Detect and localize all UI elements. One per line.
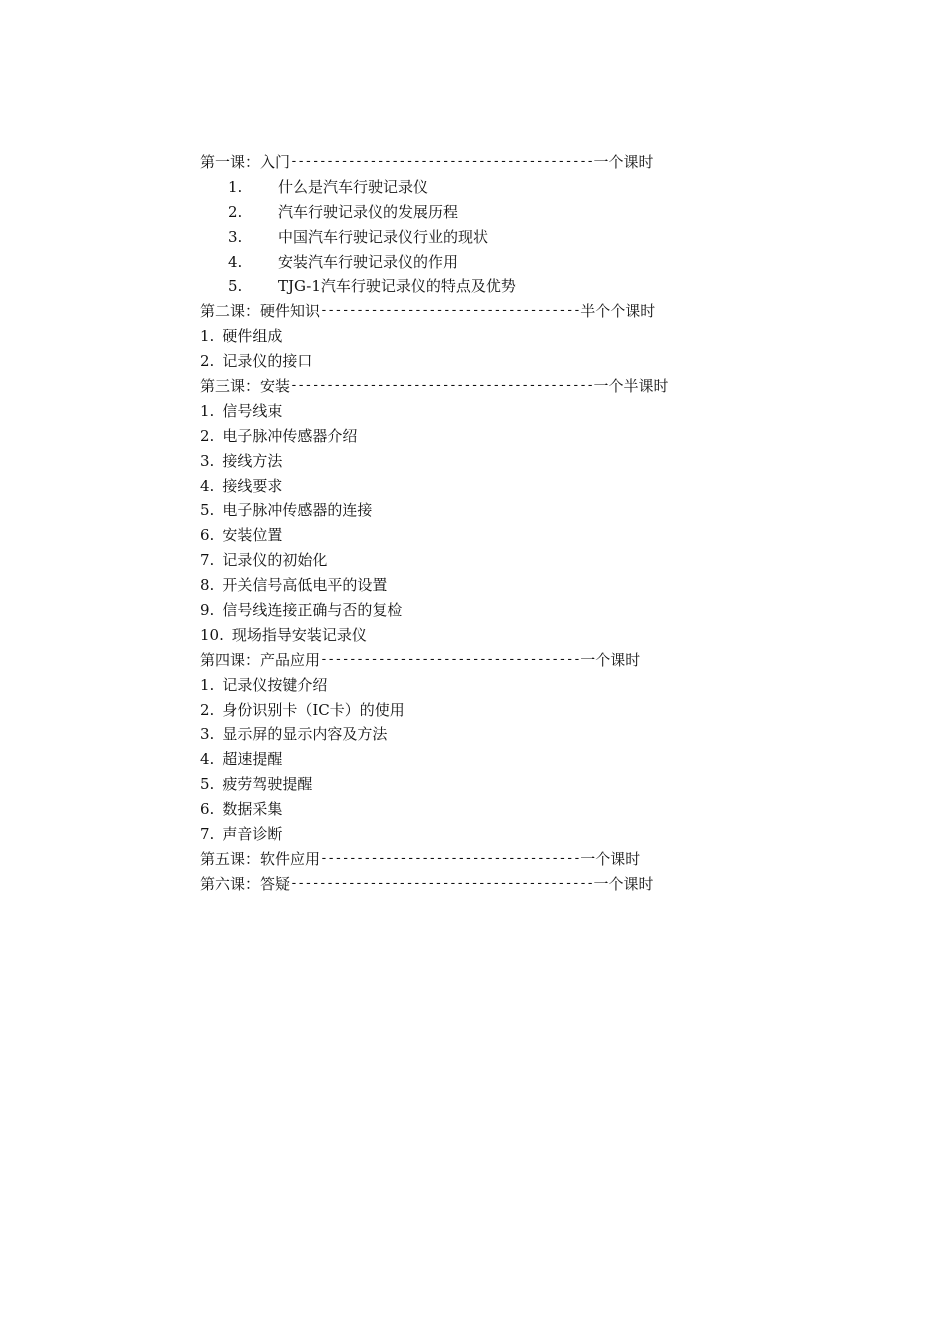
lesson-heading xyxy=(200,150,760,175)
list-item xyxy=(200,498,760,523)
lesson-title: 第五课：软件应用 xyxy=(200,849,321,868)
item-text: 记录仪按键介绍 xyxy=(222,675,328,694)
lesson-hours: 一个课时 xyxy=(593,874,654,893)
item-number: 3. xyxy=(200,451,215,470)
item-text: 身份识别卡（IC卡）的使用 xyxy=(222,700,405,719)
item-text: 中国汽车行驶记录仪行业的现状 xyxy=(278,227,489,246)
item-number: 5. xyxy=(200,501,215,520)
item-text: 安装位置 xyxy=(222,526,283,545)
item-number: 4. xyxy=(228,252,243,271)
list-item xyxy=(200,225,760,250)
lesson-hours: 一个课时 xyxy=(580,849,641,868)
leader-dashes: ------------------------------------------ xyxy=(290,154,594,169)
item-number: 9. xyxy=(200,601,215,620)
item-text: 信号线连接正确与否的复检 xyxy=(222,601,403,620)
item-text: TJG-1汽车行驶记录仪的特点及优势 xyxy=(278,277,516,296)
course-outline xyxy=(200,150,760,897)
list-item xyxy=(200,175,760,200)
list-item xyxy=(200,399,760,424)
list-item xyxy=(200,424,760,449)
item-number: 7. xyxy=(200,825,215,844)
list-item xyxy=(200,573,760,598)
item-number: 4. xyxy=(200,750,215,769)
item-number: 5. xyxy=(200,775,215,794)
item-number: 2. xyxy=(200,352,215,371)
leader-dashes: ------------------------------------ xyxy=(320,303,581,319)
list-item xyxy=(200,274,760,299)
list-item xyxy=(200,250,760,275)
list-item xyxy=(200,698,760,723)
lesson-heading xyxy=(200,872,760,897)
lesson-title: 第四课：产品应用 xyxy=(200,650,321,669)
lesson-heading xyxy=(200,847,760,872)
item-text: 信号线束 xyxy=(222,401,283,420)
lesson-heading xyxy=(200,299,760,324)
item-text: 什么是汽车行驶记录仪 xyxy=(278,177,429,196)
item-text: 开关信号高低电平的设置 xyxy=(222,576,388,595)
lesson-title: 第三课：安装 xyxy=(200,377,291,396)
item-number: 4. xyxy=(200,476,215,495)
item-text: 记录仪的初始化 xyxy=(222,551,328,570)
item-number: 2. xyxy=(228,202,243,221)
list-item xyxy=(200,200,760,225)
item-number: 1. xyxy=(228,177,243,196)
list-item xyxy=(200,474,760,499)
item-number: 10. xyxy=(200,625,224,644)
list-item xyxy=(200,722,760,747)
item-text: 数据采集 xyxy=(222,800,283,819)
item-text: 接线要求 xyxy=(222,476,283,495)
lesson-title: 第一课：入门 xyxy=(200,153,291,171)
list-item xyxy=(200,772,760,797)
lesson-title: 第六课：答疑 xyxy=(200,874,291,893)
list-item xyxy=(200,548,760,573)
list-item xyxy=(200,349,760,374)
item-text: 电子脉冲传感器介绍 xyxy=(222,426,358,445)
lesson-heading xyxy=(200,648,760,673)
list-item xyxy=(200,673,760,698)
item-number: 6. xyxy=(200,526,215,545)
lesson-hours: 一个课时 xyxy=(593,153,654,171)
list-item xyxy=(200,623,760,648)
item-number: 5. xyxy=(228,277,243,296)
leader-dashes: ------------------------------------------ xyxy=(290,875,594,891)
lesson-hours: 半个个课时 xyxy=(580,302,656,321)
list-item xyxy=(200,449,760,474)
list-item xyxy=(200,523,760,548)
list-item xyxy=(200,797,760,822)
item-number: 2. xyxy=(200,426,215,445)
item-text: 显示屏的显示内容及方法 xyxy=(222,725,388,744)
leader-dashes: ------------------------------------------ xyxy=(290,378,594,394)
item-number: 7. xyxy=(200,551,215,570)
leader-dashes: ------------------------------------ xyxy=(320,651,581,667)
item-text: 硬件组成 xyxy=(222,327,283,346)
leader-dashes: ------------------------------------ xyxy=(320,850,581,866)
lesson-hours: 一个半课时 xyxy=(593,377,669,396)
lesson-hours: 一个课时 xyxy=(580,650,641,669)
item-number: 8. xyxy=(200,576,215,595)
item-number: 1. xyxy=(200,401,215,420)
list-item xyxy=(200,324,760,349)
item-text: 安装汽车行驶记录仪的作用 xyxy=(278,252,459,271)
lesson-heading xyxy=(200,374,760,399)
item-number: 3. xyxy=(228,227,243,246)
item-text: 现场指导安装记录仪 xyxy=(231,625,367,644)
item-text: 声音诊断 xyxy=(222,825,283,844)
item-text: 超速提醒 xyxy=(222,750,283,769)
lesson-title: 第二课：硬件知识 xyxy=(200,302,321,321)
list-item xyxy=(200,598,760,623)
item-text: 汽车行驶记录仪的发展历程 xyxy=(278,202,459,221)
item-text: 记录仪的接口 xyxy=(222,352,313,371)
item-text: 电子脉冲传感器的连接 xyxy=(222,501,373,520)
list-item xyxy=(200,822,760,847)
item-text: 疲劳驾驶提醒 xyxy=(222,775,313,794)
item-number: 1. xyxy=(200,327,215,346)
item-number: 1. xyxy=(200,675,215,694)
item-number: 3. xyxy=(200,725,215,744)
item-number: 2. xyxy=(200,700,215,719)
item-text: 接线方法 xyxy=(222,451,283,470)
list-item xyxy=(200,747,760,772)
item-number: 6. xyxy=(200,800,215,819)
